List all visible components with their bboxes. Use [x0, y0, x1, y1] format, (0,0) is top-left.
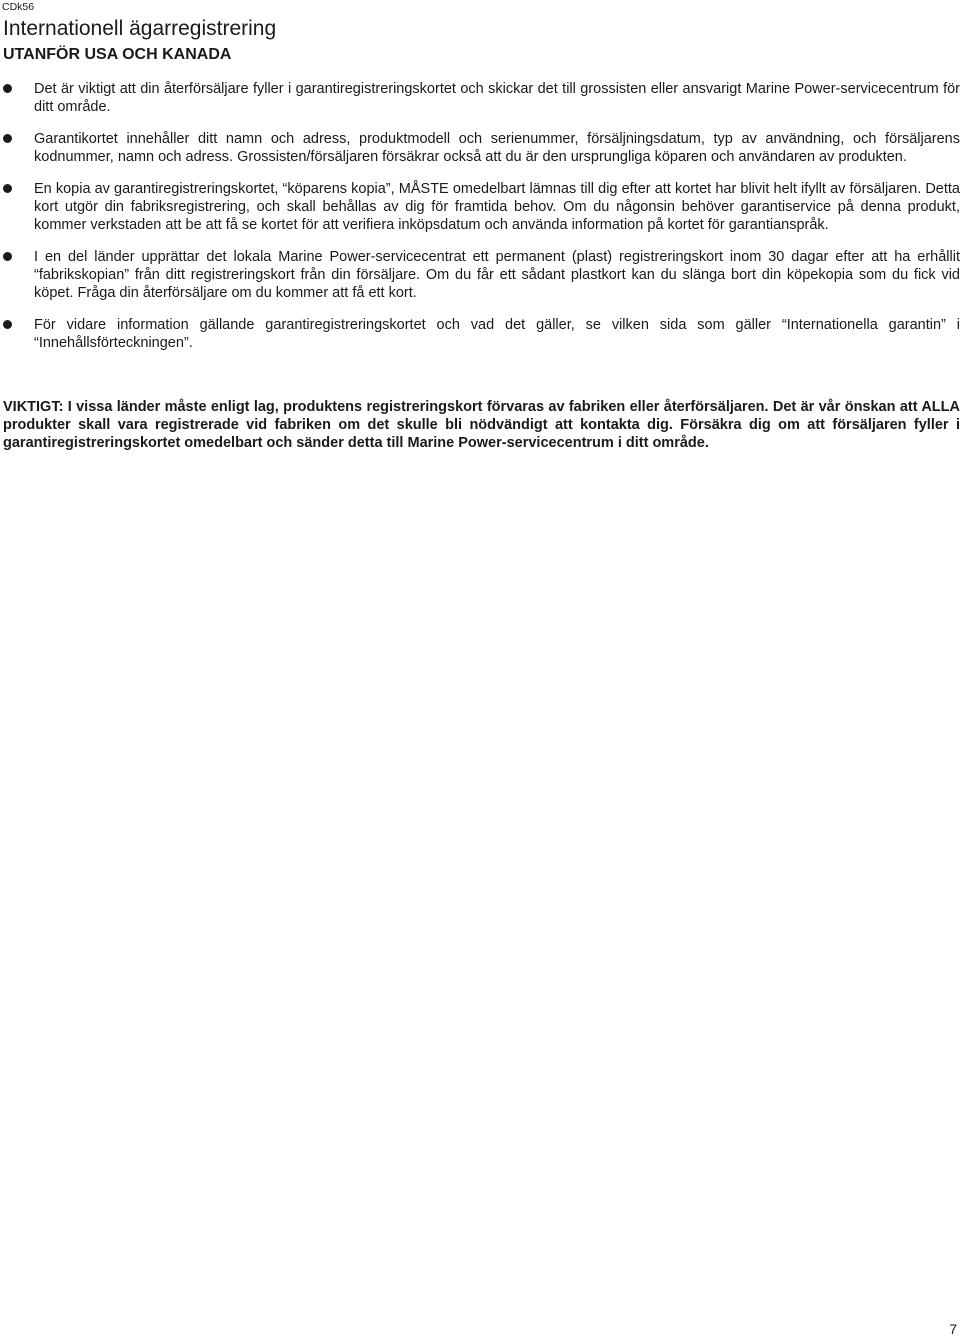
bullet-item-further-info [0, 316, 960, 352]
important-note: VIKTIGT: I vissa länder måste enligt lag, produktens registreringskort förvaras av fabriken eller återförsäljaren. Det är vår önskan att ALLA produkter skall vara registrerade vid fabriken om det skulle bli nödvändigt att kontakta dig. Försäkra dig om att försäljaren fyller i garantiregistreringskortet omedelbart och sänder detta till Marine Power-servicecentrum i ditt område. [3, 399, 960, 451]
bullet-list [0, 80, 960, 366]
bullet-item-card-contents [0, 130, 960, 166]
bullet-text: Det är viktigt att din återförsäljare fyller i garantiregistreringskortet och skickar det till grossisten eller ansvarigt Marine Power-servicecentrum för ditt område. [34, 81, 960, 115]
bullet-text: För vidare information gällande garantiregistreringskortet och vad det gäller, se vilken sida som gäller “Internationella garantin” i “Innehållsförteckningen”. [34, 317, 960, 351]
bullet-dot-icon [3, 184, 12, 193]
bullet-dot-icon [3, 252, 12, 261]
bullet-dot-icon [3, 320, 12, 329]
bullet-dot-icon [3, 134, 12, 143]
bullet-item-dealer-registration [0, 80, 960, 116]
document-code: CDk56 [2, 1, 35, 13]
page-number: 7 [949, 1321, 957, 1337]
page-subtitle: UTANFÖR USA OCH KANADA [3, 46, 232, 63]
bullet-dot-icon [3, 84, 12, 93]
bullet-item-buyer-copy [0, 180, 960, 234]
page-title: Internationell ägarregistrering [3, 17, 277, 40]
bullet-text: En kopia av garantiregistreringskortet, “köparens kopia”, MÅSTE omedelbart lämnas till dig efter att kortet har blivit helt ifyllt av försäljaren. Detta kort utgör din fabriksregistrering, och skall behållas av dig för framtida behov. Om du någonsin behöver garantiservice på denna produkt, kommer verkstaden att be att få se kortet för att verifiera inköpsdatum och använda information på kortet för garantianspråk. [34, 181, 960, 233]
bullet-text: Garantikortet innehåller ditt namn och adress, produktmodell och serienummer, försäljningsdatum, typ av användning, och försäljarens kodnummer, namn och adress. Grossisten/försäljaren försäkrar också att du är den ursprungliga köparen och användaren av produkten. [34, 131, 960, 165]
bullet-text: I en del länder upprättar det lokala Marine Power-servicecentrat ett permanent (plast) registreringskort inom 30 dagar efter att ha erhållit “fabrikskopian” från ditt registreringskort från din försäljare. Om du får ett sådant plastkort kan du slänga bort din köpekopia som du fick vid köpet. Fråga din återförsäljare om du kommer att få ett kort. [34, 249, 960, 301]
bullet-item-plastic-card [0, 248, 960, 302]
